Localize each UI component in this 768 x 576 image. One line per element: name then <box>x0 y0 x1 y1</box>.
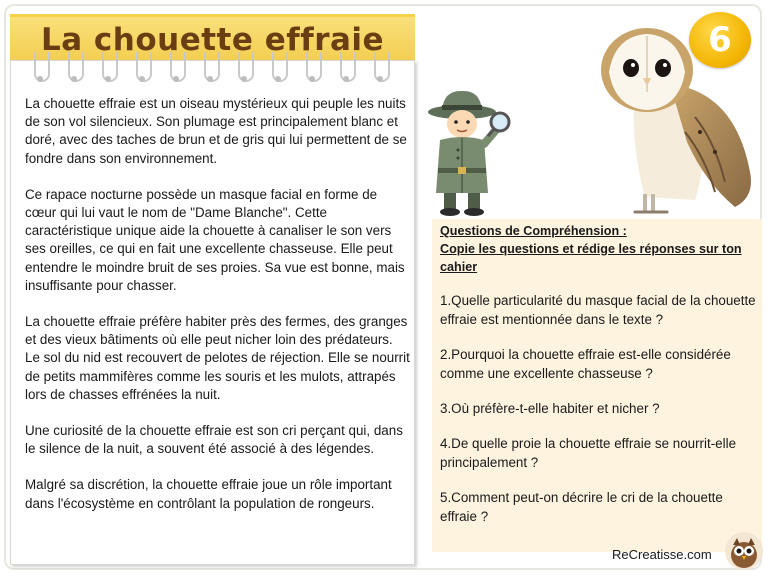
ring-icon <box>272 52 288 82</box>
paragraph-ecosystem: Malgré sa discrétion, la chouette effraie joue un rôle important dans l'écosystème en contrôlant la population de rongeurs. <box>25 477 392 511</box>
question-2: 2.Pourquoi la chouette effraie est-elle considérée comme une excellente chasseuse ? <box>440 347 731 381</box>
page-title: La chouette effraie <box>40 22 385 58</box>
ring-icon <box>68 52 84 82</box>
notepad-rings <box>10 52 415 92</box>
ring-icon <box>170 52 186 82</box>
ring-icon <box>34 52 50 82</box>
question-1: 1.Quelle particularité du masque facial de la chouette effraie est mentionnée dans le texte ? <box>440 293 756 327</box>
ring-icon <box>102 52 118 82</box>
questions-heading <box>440 222 760 276</box>
ring-icon <box>306 52 322 82</box>
question-4: 4.De quelle proie la chouette effraie se nourrit-elle principalement ? <box>440 436 737 470</box>
questions-list <box>440 291 758 542</box>
paragraph-cry: Une curiosité de la chouette effraie est son cri perçant qui, dans le silence de la nuit, a souvent été associé à des légendes. <box>25 423 403 457</box>
ring-icon <box>238 52 254 82</box>
ring-icon <box>136 52 152 82</box>
paragraph-mask: Ce rapace nocturne possède un masque facial en forme de cœur qui lui vaut le nom de "Dame Blanche". Cette caractéristique unique aide la chouette à canaliser le son vers ses oreilles, ce qui en fait une excellente chasseuse. Elle peut entendre le moindre bruit de ses proies. Sa vue est bonne, mais insuffisante pour chasser. <box>25 186 405 293</box>
paragraph-intro: La chouette effraie est un oiseau mystérieux qui peuple les nuits de son vol silencieux. Son plumage est principalement blanc et doré, avec des taches de brun et de gris qui lui permettent de se fondre dans son environnement. <box>25 96 407 166</box>
reading-text <box>25 95 411 531</box>
brand-credit: ReCreatisse.com <box>612 547 712 562</box>
paragraph-habitat: La chouette effraie préfère habiter près des fermes, des granges et des vieux bâtiments où elle peut nicher loin des prédateurs. Le sol du nid est recouvert de pelotes de réjection. Elle se nourrit de petits mammifères comme les souris et les mulots, attrapés lors de chasses effrénées la nuit. <box>25 314 410 402</box>
ring-icon <box>374 52 390 82</box>
barn-owl-image <box>575 22 765 227</box>
owl-logo-icon <box>724 531 764 571</box>
question-5: 5.Comment peut-on décrire le cri de la chouette effraie ? <box>440 490 723 524</box>
detective-icon <box>426 88 512 218</box>
questions-instruction: Copie les questions et rédige les réponses sur ton cahier <box>440 242 742 274</box>
ring-icon <box>340 52 356 82</box>
questions-title: Questions de Compréhension : <box>440 224 627 238</box>
question-3: 3.Où préfère-t-elle habiter et nicher ? <box>440 401 660 416</box>
ring-icon <box>204 52 220 82</box>
sheet-number-badge: 6 <box>689 12 751 68</box>
